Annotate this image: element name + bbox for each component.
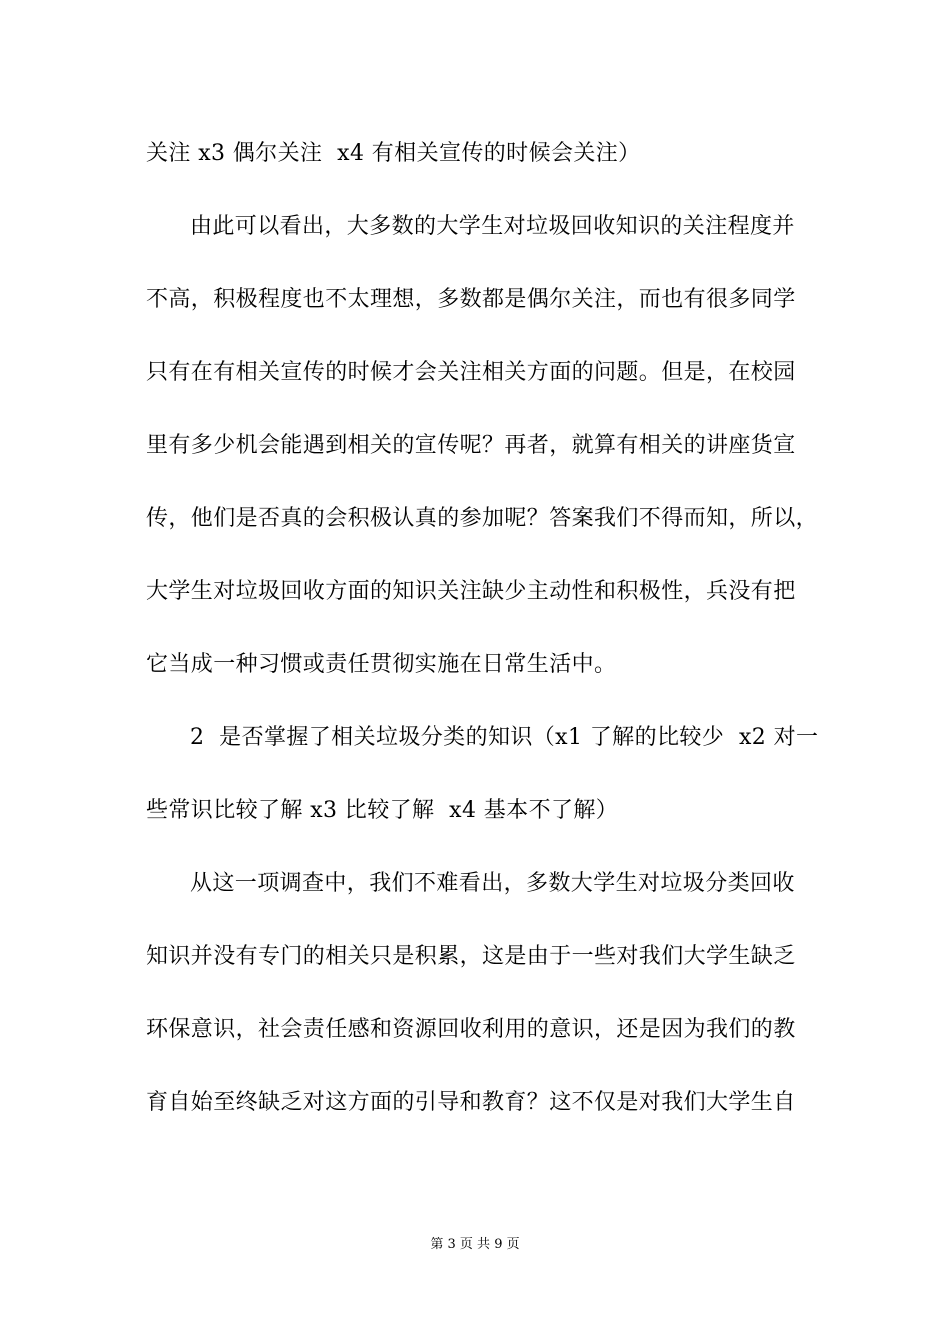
text-line: 它当成一种习惯或责任贯彻实施在日常生活中。 xyxy=(146,652,617,677)
text-line: 些常识比较了解 x3 比较了解 x4 基本不了解） xyxy=(146,798,619,823)
text-line: 环保意识，社会责任感和资源回收利用的意识，还是因为我们的教 xyxy=(146,1017,796,1042)
text-line: 育自始至终缺乏对这方面的引导和教育？这不仅是对我们大学生自 xyxy=(146,1090,796,1115)
text-line: 里有多少机会能遇到相关的宣传呢？再者，就算有相关的讲座货宣 xyxy=(146,433,796,458)
text-line: 知识并没有专门的相关只是积累，这是由于一些对我们大学生缺乏 xyxy=(146,944,796,969)
text-line: 传，他们是否真的会积极认真的参加呢？答案我们不得而知，所以， xyxy=(146,506,819,531)
text-line: 不高，积极程度也不太理想，多数都是偶尔关注，而也有很多同学 xyxy=(146,287,796,312)
paragraph-start-line: 由此可以看出，大多数的大学生对垃圾回收知识的关注程度并 xyxy=(190,214,795,239)
section-heading-line: 2 是否掌握了相关垃圾分类的知识（x1 了解的比较少 x2 对一 xyxy=(190,725,819,750)
page-number-footer: 第 3 页 共 9 页 xyxy=(430,1237,520,1252)
text-line: 关注 x3 偶尔关注 x4 有相关宣传的时候会关注） xyxy=(146,141,641,166)
paragraph-start-line: 从这一项调查中，我们不难看出，多数大学生对垃圾分类回收 xyxy=(190,871,795,896)
text-line: 只有在有相关宣传的时候才会关注相关方面的问题。但是，在校园 xyxy=(146,360,796,385)
text-line: 大学生对垃圾回收方面的知识关注缺少主动性和积极性，兵没有把 xyxy=(146,579,796,604)
